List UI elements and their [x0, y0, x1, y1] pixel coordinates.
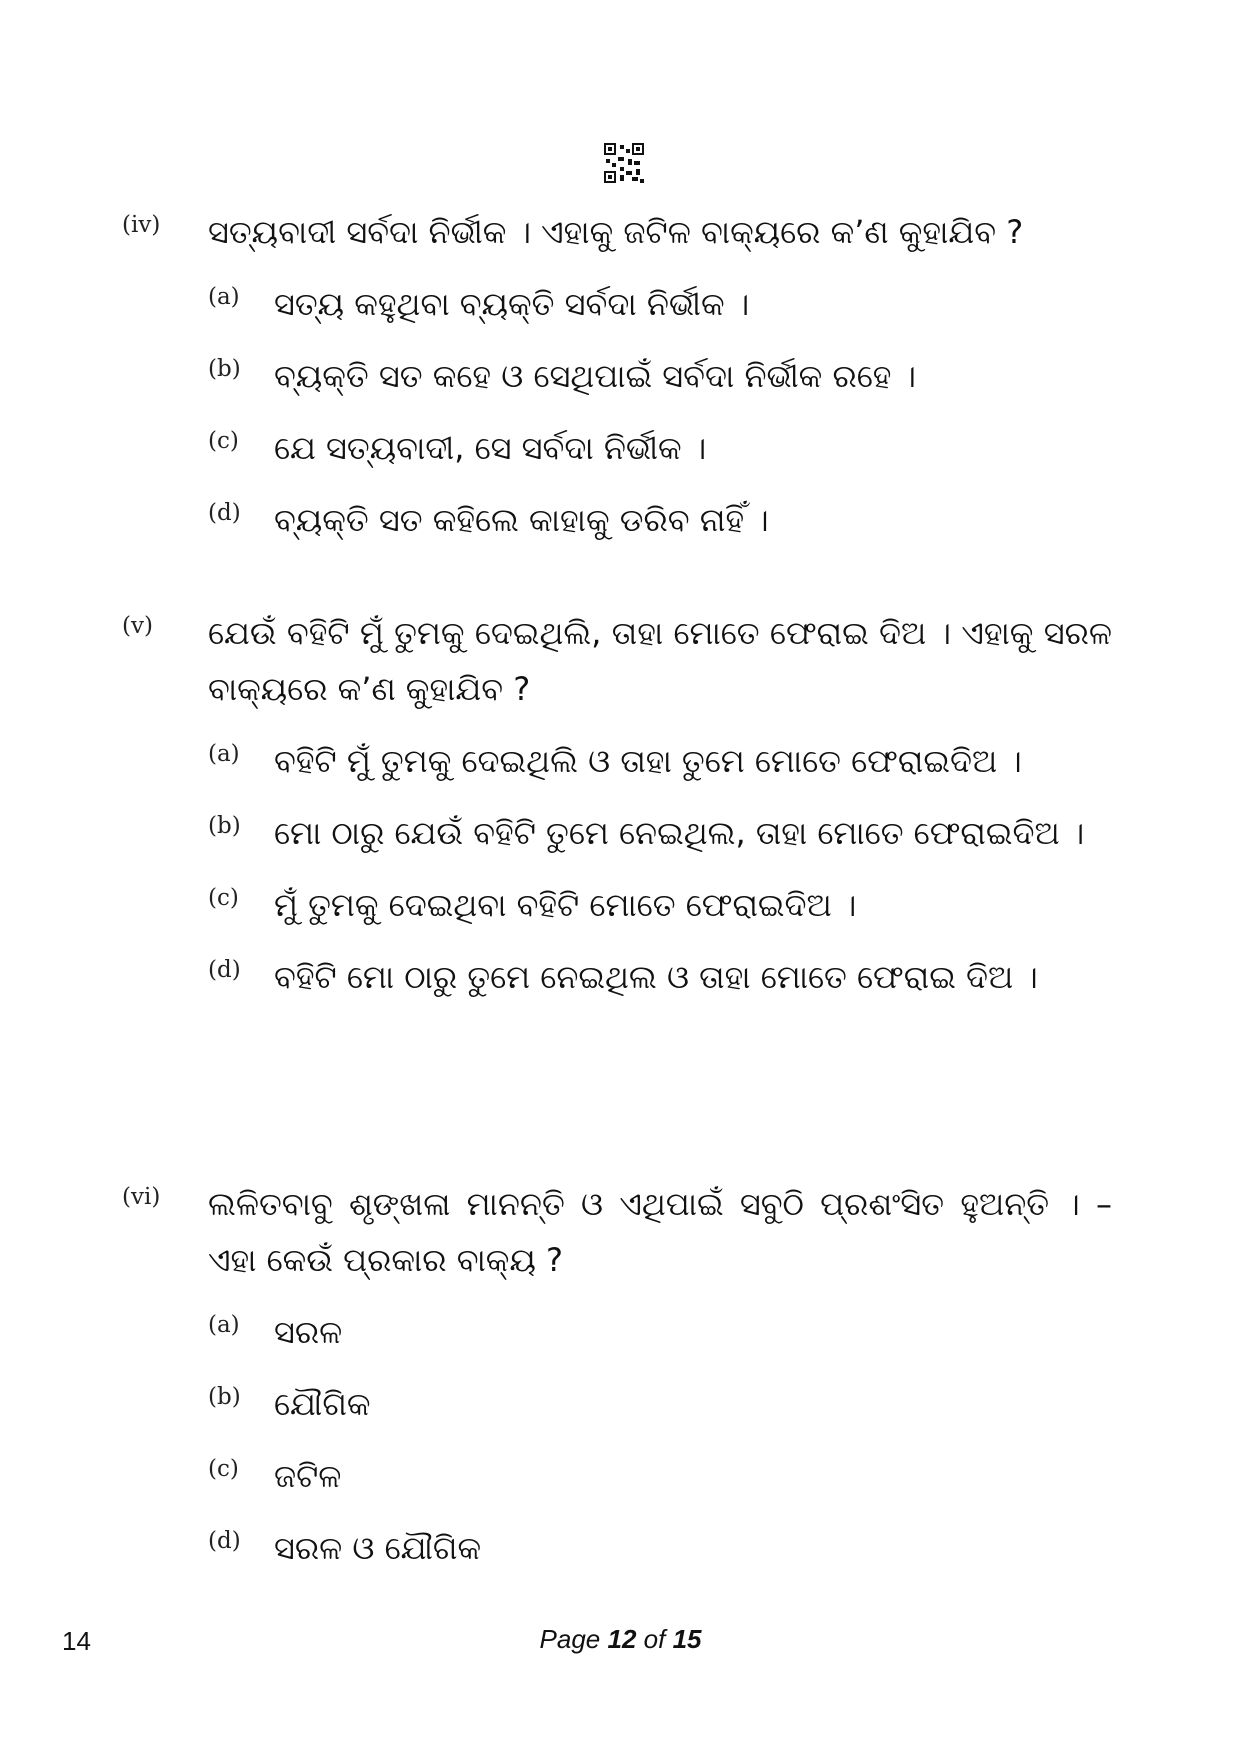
- qr-code-icon: [604, 143, 644, 183]
- option-a: [208, 733, 1112, 789]
- page-number: 14: [62, 1626, 91, 1656]
- option-c: [208, 1448, 1112, 1504]
- option-label: (a): [208, 284, 240, 310]
- option-list: [208, 733, 1112, 1005]
- option-text: ସତ୍ୟ କହୁଥିବା ବ୍ୟକ୍ତି ସର୍ବଦା ନିର୍ଭୀକ ।: [274, 285, 750, 323]
- option-text: ଯେ ସତ୍ୟବାଦୀ, ସେ ସର୍ବଦା ନିର୍ଭୀକ ।: [274, 429, 707, 467]
- option-text: ମୋ ଠାରୁ ଯେଉଁ ବହିଟି ତୁମେ ନେଇଥିଲ, ତାହା ମୋତେ ଫେରାଇଦିଅ ।: [274, 814, 1085, 852]
- option-label: (d): [208, 1528, 241, 1554]
- option-label: (b): [208, 813, 241, 839]
- option-a: [208, 1304, 1112, 1360]
- option-label: (a): [208, 741, 240, 767]
- option-c: [208, 420, 1112, 476]
- option-d: [208, 949, 1112, 1005]
- option-label: (b): [208, 356, 241, 382]
- option-text: ବହିଟି ମୋ ଠାରୁ ତୁମେ ନେଇଥିଲ ଓ ତାହା ମୋତେ ଫେରାଇ ଦିଅ ।: [274, 958, 1038, 996]
- option-b: [208, 1376, 1112, 1432]
- option-text: ଜଟିଳ: [274, 1457, 342, 1495]
- total-pages: 15: [672, 1624, 702, 1654]
- option-d: [208, 1520, 1112, 1576]
- option-list: [208, 276, 1112, 548]
- option-label: (b): [208, 1384, 241, 1410]
- option-label: (a): [208, 1312, 240, 1338]
- option-d: [208, 492, 1112, 548]
- question-number: (v): [122, 613, 153, 639]
- option-label: (c): [208, 428, 239, 454]
- option-label: (c): [208, 885, 239, 911]
- option-text: ବ୍ୟକ୍ତି ସତ କହେ ଓ ସେଥିପାଇଁ ସର୍ବଦା ନିର୍ଭୀକ ରହେ ।: [274, 357, 917, 395]
- option-text: ବ୍ୟକ୍ତି ସତ କହିଲେ କାହାକୁ ଡରିବ ନାହିଁ ।: [274, 501, 769, 539]
- option-list: [208, 1304, 1112, 1576]
- option-text: ସରଳ ଓ ଯୌଗିକ: [274, 1529, 482, 1567]
- option-text: ବହିଟି ମୁଁ ତୁମକୁ ଦେଇଥିଲି ଓ ତାହା ତୁମେ ମୋତେ ଫେରାଇଦିଅ ।: [274, 742, 1022, 780]
- option-label: (d): [208, 500, 241, 526]
- option-text: ମୁଁ ତୁମକୁ ଦେଇଥିବା ବହିଟି ମୋତେ ଫେରାଇଦିଅ ।: [274, 886, 857, 924]
- option-label: (d): [208, 957, 241, 983]
- option-text: ସରଳ: [274, 1313, 343, 1351]
- question-vi: [122, 1176, 1112, 1592]
- option-c: [208, 877, 1112, 933]
- question-iv: [122, 204, 1112, 564]
- page-indicator: [0, 1624, 1241, 1655]
- option-label: (c): [208, 1456, 239, 1482]
- question-text: ସତ୍ୟବାଦୀ ସର୍ବଦା ନିର୍ଭୀକ । ଏହାକୁ ଜଟିଳ ବାକ୍ୟରେ କ’ଣ କୁହାଯିବ ?: [208, 213, 1024, 251]
- option-b: [208, 348, 1112, 404]
- current-page: 12: [607, 1624, 637, 1654]
- question-number: (vi): [122, 1184, 161, 1210]
- option-b: [208, 805, 1112, 861]
- question-number: (iv): [122, 212, 161, 238]
- question-text: ଯେଉଁ ବହିଟି ମୁଁ ତୁମକୁ ଦେଇଥିଲି, ତାହା ମୋତେ ଫେରାଇ ଦିଅ । ଏହାକୁ ସରଳ ବାକ୍ୟରେ କ’ଣ କୁହାଯିବ ?: [208, 614, 1112, 708]
- question-text: ଲଳିତବାବୁ ଶୃଙ୍ଖଳା ମାନନ୍ତି ଓ ଏଥିପାଇଁ ସବୁଠି ପ୍ରଶଂସିତ ହୁଅନ୍ତି । – ଏହା କେଉଁ ପ୍ରକାର ବାକ୍ୟ ?: [208, 1185, 1112, 1279]
- page-word: Page: [539, 1624, 601, 1654]
- of-word: of: [643, 1624, 666, 1654]
- option-a: [208, 276, 1112, 332]
- question-v: [122, 605, 1112, 1021]
- option-text: ଯୌଗିକ: [274, 1385, 371, 1423]
